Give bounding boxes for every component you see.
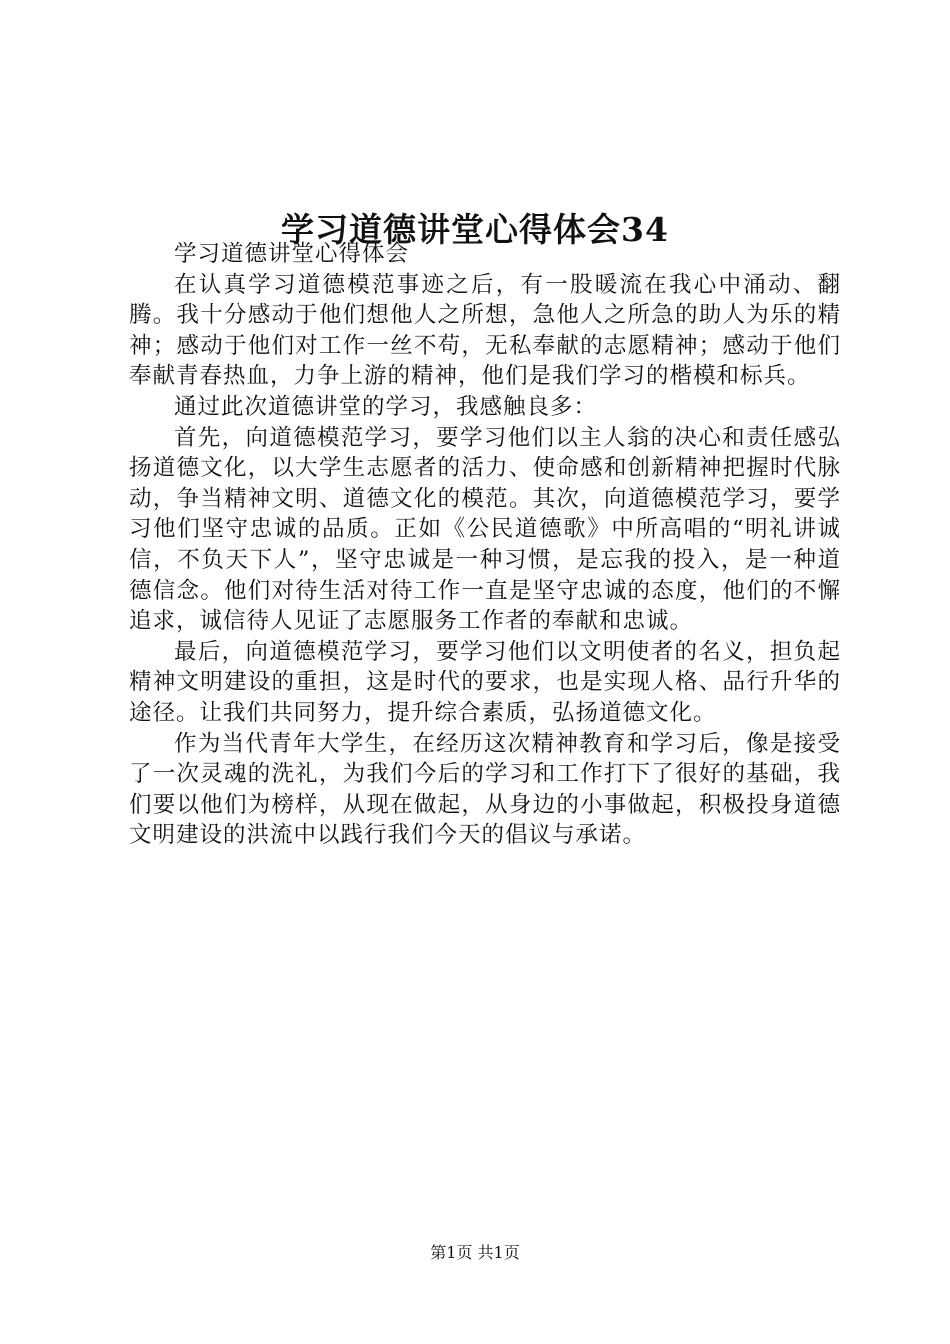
document-title: 学习道德讲堂心得体会34 (281, 210, 669, 250)
paragraph-first: 首先，向道德模范学习，要学习他们以主人翁的决心和责任感弘扬道德文化，以大学生志愿者的活力、使命感和创新精神把握时代脉动，争当精神文明、道德文化的模范。其次，向道德模范学习，要学习他们坚守忠诚的品质。正如《公民道德歌》中所高唱的“明礼讲诚信，不负天下人”，坚守忠诚是一种习惯，是忘我的投入，是一种道德信念。他们对待生活对待工作一直是坚守忠诚的态度，他们的不懈追求，诚信待人见证了志愿服务工作者的奉献和忠诚。 (129, 424, 841, 635)
paragraph-last: 最后，向道德模范学习，要学习他们以文明使者的名义，担负起精神文明建设的重担，这是时代的要求，也是实现人格、品行升华的途径。让我们共同努力，提升综合素质，弘扬道德文化。 (129, 638, 841, 726)
paragraph-subtitle: 学习道德讲堂心得体会 (174, 241, 410, 267)
paragraph-intro: 在认真学习道德模范事迹之后，有一股暖流在我心中涌动、翻腾。我十分感动于他们想他人之所想，急他人之所急的助人为乐的精神；感动于他们对工作一丝不苟，无私奉献的志愿精神；感动于他们奉献青春热血，力争上游的精神，他们是我们学习的楷模和标兵。 (129, 271, 841, 390)
document-body (129, 239, 841, 851)
paragraph-lead: 通过此次道德讲堂的学习，我感触良多： (174, 393, 598, 420)
paragraph-conclusion: 作为当代青年大学生，在经历这次精神教育和学习后，像是接受了一次灵魂的洗礼，为我们今后的学习和工作打下了很好的基础，我们要以他们为榜样，从现在做起，从身边的小事做起，积极投身道德文明建设的洪流中以践行我们今天的倡议与承诺。 (129, 730, 841, 849)
page-footer: 第1页 共1页 (430, 1243, 520, 1262)
